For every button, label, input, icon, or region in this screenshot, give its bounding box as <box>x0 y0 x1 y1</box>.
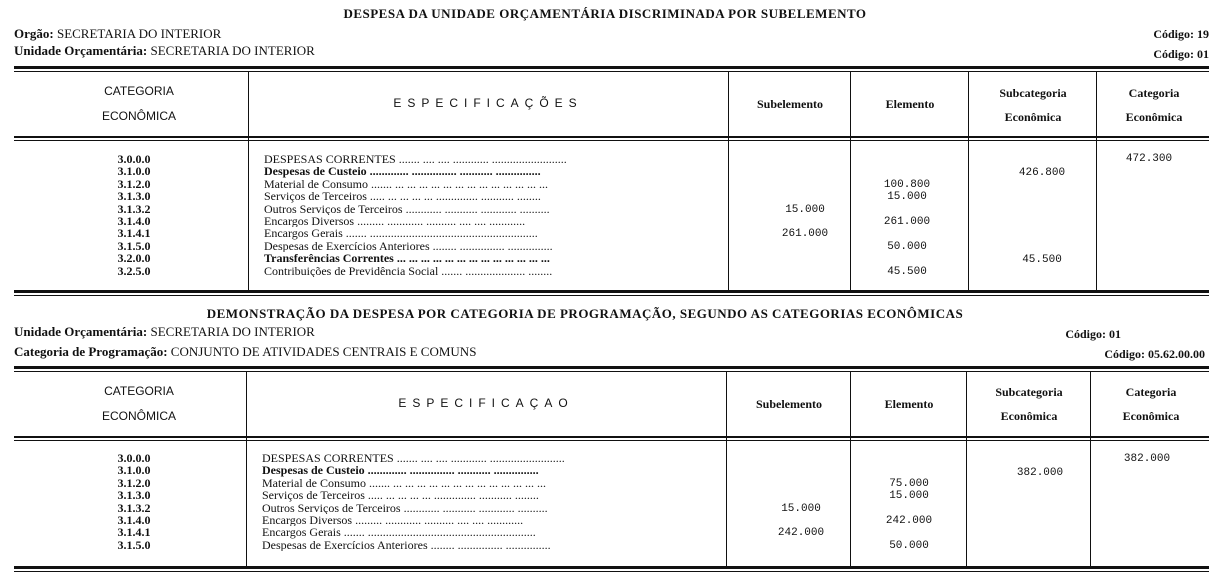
orgao-value: SECRETARIA DO INTERIOR <box>56 26 222 41</box>
unidade-value: SECRETARIA DO INTERIOR <box>150 43 315 58</box>
col-especificacoes-header: ESPECIFICAÇÕES <box>393 96 583 110</box>
spec-row: DESPESAS CORRENTES ....... .... .... ............ ......................... <box>264 153 567 166</box>
spec-row: Serviços de Terceiros ..... ... ... ... ... .............. ........... ........ <box>264 190 541 203</box>
spec-row: Despesas de Exercícios Anteriores ........ ............... ............... <box>264 239 553 253</box>
table1-divider <box>728 72 729 290</box>
category-code: 3.2.5.0 <box>117 264 151 277</box>
table2-specs <box>262 452 722 551</box>
category-code: 3.1.0.0 <box>117 464 151 477</box>
table2-divider <box>726 372 727 566</box>
category-code: 3.1.2.0 <box>117 476 151 490</box>
table2-codes <box>64 452 204 551</box>
table2-top-rule-thin <box>14 371 1209 372</box>
programacao-line <box>14 344 476 360</box>
elemento-value: 15.000 <box>887 191 927 204</box>
subelemento-value: 15.000 <box>781 502 821 515</box>
table2-bottom-rule <box>14 566 1209 569</box>
category-code: 3.1.4.0 <box>117 513 151 527</box>
header-line: Econômica <box>1000 409 1058 423</box>
spec-row: Outros Serviços de Terceiros ............ ........... ............ .......... <box>262 501 548 514</box>
unidade2-label: Unidade Orçamentária: <box>14 324 148 339</box>
categoria-value: 472.300 <box>1125 153 1173 165</box>
col-subelemento-header: Subelemento <box>757 97 823 111</box>
table1-codes <box>64 153 204 277</box>
table1-specs <box>264 153 722 277</box>
category-code: 3.1.4.0 <box>117 214 151 228</box>
col-categoria-economica-header <box>1092 385 1210 424</box>
spec-row: Encargos Gerais ....... ........................................................ <box>264 227 538 240</box>
elemento-value: 100.800 <box>883 178 931 191</box>
elemento-value: 50.000 <box>889 539 929 552</box>
header-line: Econômica <box>1125 110 1183 124</box>
spec-row: Encargos Diversos ......... ............ .......... .... .... ............ <box>262 513 524 527</box>
category-code: 3.1.5.0 <box>117 239 151 253</box>
category-code: 3.1.4.1 <box>117 227 151 240</box>
orgao-line <box>14 26 221 42</box>
col-elemento-header: Elemento <box>885 97 935 111</box>
elemento-value: 75.000 <box>889 477 929 490</box>
col-subelemento-header: Subelemento <box>756 397 822 411</box>
category-code: 3.1.4.1 <box>117 526 151 539</box>
unidade2-code: Código: 01 <box>1065 327 1121 341</box>
subcategoria-value: 45.500 <box>1022 254 1062 267</box>
header-line: Categoria <box>1125 385 1177 399</box>
table2-divider <box>966 372 967 566</box>
header-line: ECONÔMICA <box>101 409 176 423</box>
category-code: 3.1.3.0 <box>117 489 151 502</box>
elemento-value: 50.000 <box>887 240 927 253</box>
subelemento-value: 15.000 <box>785 203 825 216</box>
col-subcategoria-header <box>970 86 1096 125</box>
header-line: Subcategoria <box>999 86 1067 100</box>
programacao-value: CONJUNTO DE ATIVIDADES CENTRAIS E COMUNS <box>170 344 477 359</box>
table1-divider <box>1096 72 1097 290</box>
programacao-label: Categoria de Programação: <box>14 344 168 359</box>
col-categoria-header <box>64 384 214 423</box>
elemento-value: 45.500 <box>887 265 927 278</box>
header-line: Subcategoria <box>995 385 1063 399</box>
section2-title: DEMONSTRAÇÃO DA DESPESA POR CATEGORIA DE PROGRAMAÇÃO, SEGUNDO AS CATEGORIAS ECONÔMICAS <box>206 306 964 321</box>
category-code: 3.0.0.0 <box>117 153 151 166</box>
table2-divider <box>246 372 247 566</box>
spec-row: Despesas de Custeio ............. ............... ........... ............... <box>264 165 541 178</box>
table1-header-rule <box>14 136 1209 138</box>
header-line: ECONÔMICA <box>101 109 176 123</box>
table1-bottom-rule <box>14 290 1209 293</box>
col-categoria-header <box>64 84 214 123</box>
col-especificacoes-header: ESPECIFICAÇAO <box>398 396 574 410</box>
spec-row: Material de Consumo ....... ... ... ... ... ... ... ... ... ... ... ... ... ... <box>262 476 546 490</box>
categoria-value: 382.000 <box>1123 453 1171 465</box>
elemento-value: 242.000 <box>885 515 933 527</box>
table2-header-rule <box>14 436 1209 438</box>
header-line: CATEGORIA <box>104 384 174 398</box>
elemento-value: 261.000 <box>883 216 931 228</box>
orgao-code: Código: 19 <box>1153 27 1209 41</box>
unidade-code: Código: 01 <box>1153 47 1209 61</box>
category-code: 3.1.3.0 <box>117 190 151 203</box>
table1-header-rule-thin <box>14 140 1209 141</box>
table1-bottom-rule-thin <box>14 295 1209 296</box>
spec-row: Material de Consumo ....... ... ... ... ... ... ... ... ... ... ... ... ... ... <box>264 177 548 191</box>
unidade2-line <box>14 324 315 340</box>
table2-divider <box>850 372 851 566</box>
spec-row: Serviços de Terceiros ..... ... ... ... ... .............. ........... ........ <box>262 489 539 502</box>
category-code: 3.1.2.0 <box>117 177 151 191</box>
col-elemento-header: Elemento <box>884 397 934 411</box>
category-code: 3.2.0.0 <box>117 252 151 265</box>
orgao-label: Orgão: <box>14 26 54 41</box>
category-code: 3.1.3.2 <box>117 501 151 514</box>
spec-row: Despesas de Exercícios Anteriores ........ ............... ............... <box>262 538 551 552</box>
programacao-code: Código: 05.62.00.00 <box>1104 347 1205 361</box>
header-line: Econômica <box>1004 110 1062 124</box>
spec-row: Transferências Correntes ... ... ... ... ... ... ... ... ... ... ... ... ... <box>264 252 550 265</box>
header-line: Econômica <box>1122 409 1180 423</box>
table1-divider <box>850 72 851 290</box>
table2-header-rule-thin <box>14 440 1209 441</box>
col-categoria-economica-header <box>1098 86 1210 125</box>
section1-title: DESPESA DA UNIDADE ORÇAMENTÁRIA DISCRIMINADA POR SUBELEMENTO <box>343 6 867 21</box>
header-line: CATEGORIA <box>104 84 174 98</box>
table2-top-rule <box>14 366 1209 369</box>
spec-row: Encargos Diversos ......... ............ .......... .... .... ............ <box>264 214 526 228</box>
category-code: 3.0.0.0 <box>117 452 151 465</box>
subelemento-value: 242.000 <box>777 527 825 540</box>
table1-top-rule-thin <box>14 71 1209 72</box>
unidade-label: Unidade Orçamentária: <box>14 43 148 58</box>
header-line: Categoria <box>1128 86 1180 100</box>
table2-bottom-rule-thin <box>14 571 1209 572</box>
spec-row: DESPESAS CORRENTES ....... .... .... ............ ......................... <box>262 452 565 465</box>
subelemento-value: 261.000 <box>781 228 829 241</box>
spec-row: Despesas de Custeio ............. ............... ........... ............... <box>262 464 539 477</box>
table1-divider <box>968 72 969 290</box>
subcategoria-value: 382.000 <box>1016 467 1064 480</box>
category-code: 3.1.0.0 <box>117 165 151 178</box>
category-code: 3.1.3.2 <box>117 202 151 215</box>
subcategoria-value: 426.800 <box>1018 167 1066 180</box>
table1-divider <box>248 72 249 290</box>
col-subcategoria-header <box>968 385 1090 424</box>
table2-divider <box>1090 372 1091 566</box>
table1-top-rule <box>14 66 1209 69</box>
category-code: 3.1.5.0 <box>117 538 151 552</box>
spec-row: Outros Serviços de Terceiros ............ ........... ............ .......... <box>264 202 550 215</box>
elemento-value: 15.000 <box>889 490 929 503</box>
unidade-line <box>14 43 315 59</box>
spec-row: Contribuições de Previdência Social ....... .................... ........ <box>264 264 553 277</box>
unidade2-value: SECRETARIA DO INTERIOR <box>150 324 315 339</box>
spec-row: Encargos Gerais ....... ........................................................ <box>262 526 536 539</box>
